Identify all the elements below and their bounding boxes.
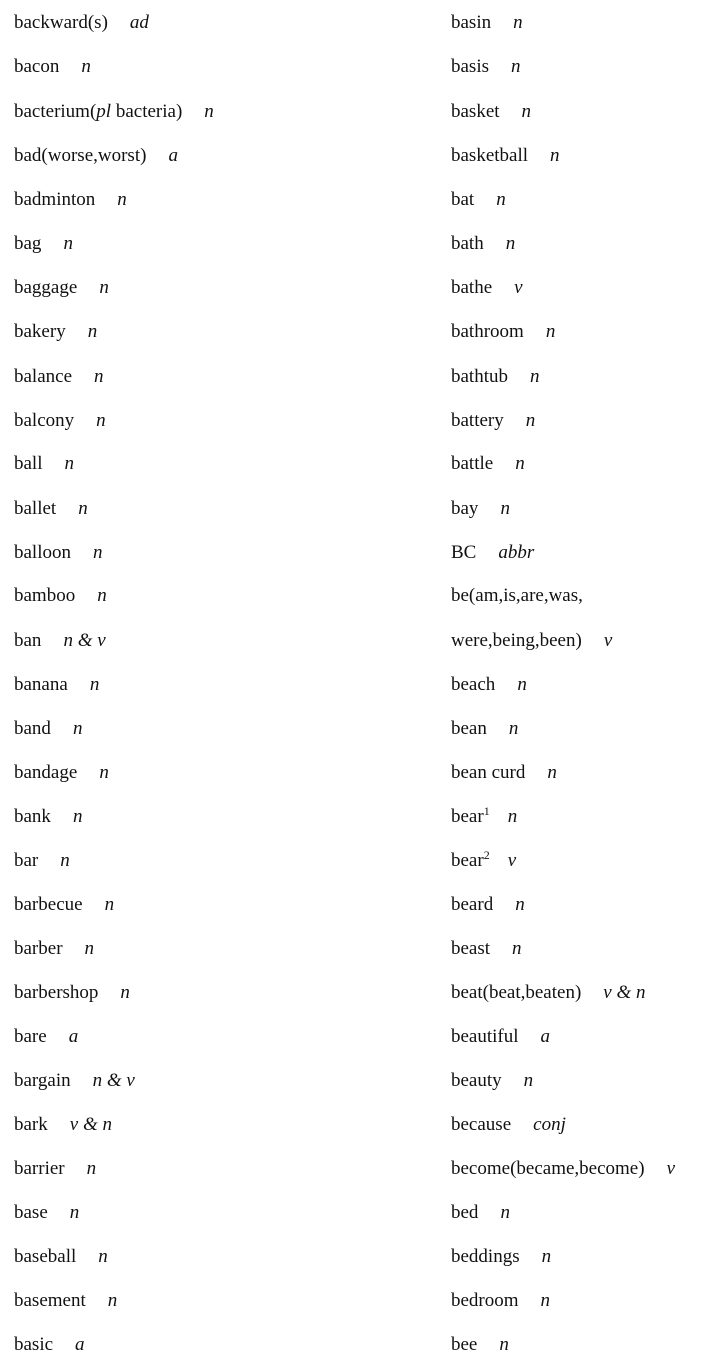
part-of-speech: n bbox=[525, 410, 536, 431]
headword: bandage bbox=[14, 762, 78, 783]
part-of-speech: n bbox=[204, 101, 214, 122]
headword: bag bbox=[14, 233, 42, 254]
part-of-speech: n bbox=[84, 938, 95, 959]
list-item bbox=[451, 1022, 550, 1052]
list-item bbox=[14, 494, 88, 524]
part-of-speech: n bbox=[521, 101, 532, 122]
list-item bbox=[14, 890, 114, 920]
part-of-speech: n bbox=[508, 718, 519, 739]
part-of-speech: v bbox=[666, 1158, 676, 1179]
list-item bbox=[451, 978, 646, 1008]
headword: bath bbox=[451, 233, 484, 254]
homograph-number: 2 bbox=[483, 848, 490, 862]
headword: bank bbox=[14, 806, 51, 827]
part-of-speech: conj bbox=[533, 1114, 566, 1135]
list-item bbox=[451, 494, 510, 524]
part-of-speech: v & n bbox=[603, 982, 646, 1003]
headword: become(became,become) bbox=[451, 1158, 645, 1179]
part-of-speech: n bbox=[120, 982, 130, 1003]
headword: beddings bbox=[451, 1246, 520, 1267]
list-item bbox=[451, 626, 612, 656]
list-item bbox=[14, 449, 74, 479]
headword: bay bbox=[451, 498, 479, 519]
list-item bbox=[14, 8, 149, 38]
headword: beach bbox=[451, 674, 496, 695]
headword: bed bbox=[451, 1202, 479, 1223]
list-item bbox=[14, 1110, 112, 1140]
part-of-speech: n bbox=[117, 189, 127, 210]
part-of-speech: n bbox=[547, 762, 557, 783]
part-of-speech: v bbox=[514, 277, 523, 298]
list-item bbox=[14, 978, 130, 1008]
headword: bee bbox=[451, 1334, 478, 1355]
part-of-speech: n bbox=[512, 938, 522, 959]
part-of-speech: n bbox=[98, 1246, 108, 1267]
part-of-speech: n bbox=[540, 1290, 551, 1311]
list-item bbox=[14, 1330, 85, 1360]
list-item bbox=[451, 229, 515, 259]
part-of-speech: n bbox=[500, 1202, 510, 1223]
headword: basic bbox=[14, 1334, 54, 1355]
list-item bbox=[451, 890, 525, 920]
headword: bakery bbox=[14, 321, 66, 342]
headword: battery bbox=[451, 410, 504, 431]
list-item bbox=[14, 317, 97, 347]
list-item bbox=[451, 185, 506, 215]
list-item bbox=[451, 1242, 551, 1272]
part-of-speech: n bbox=[60, 850, 70, 871]
headword-text: bacterium( bbox=[14, 101, 97, 122]
list-item bbox=[451, 846, 516, 876]
headword: bark bbox=[14, 1114, 48, 1135]
list-item bbox=[451, 538, 534, 568]
headword: beautiful bbox=[451, 1026, 519, 1047]
part-of-speech: n bbox=[99, 762, 109, 783]
part-of-speech: n bbox=[72, 806, 83, 827]
part-of-speech: n bbox=[96, 410, 106, 431]
headword: ban bbox=[14, 630, 42, 651]
list-item bbox=[14, 141, 178, 171]
part-of-speech: v & n bbox=[69, 1114, 112, 1135]
part-of-speech: n bbox=[69, 1202, 80, 1223]
headword-plural-marker: pl bbox=[96, 101, 112, 122]
headword: balance bbox=[14, 366, 73, 387]
part-of-speech: n bbox=[64, 453, 74, 474]
part-of-speech: n bbox=[517, 674, 527, 695]
headword: banana bbox=[14, 674, 68, 695]
headword: ball bbox=[14, 453, 43, 474]
part-of-speech: n bbox=[94, 366, 104, 387]
headword: baggage bbox=[14, 277, 78, 298]
list-item bbox=[14, 758, 109, 788]
headword: band bbox=[14, 718, 51, 739]
headword: bad(worse,worst) bbox=[14, 145, 147, 166]
headword: beauty bbox=[451, 1070, 502, 1091]
headword: basis bbox=[451, 56, 489, 77]
part-of-speech: n & v bbox=[92, 1070, 135, 1091]
part-of-speech: n bbox=[541, 1246, 552, 1267]
list-item bbox=[451, 449, 525, 479]
headword: bare bbox=[14, 1026, 47, 1047]
headword: bedroom bbox=[451, 1290, 519, 1311]
headword: balcony bbox=[14, 410, 75, 431]
headword: bamboo bbox=[14, 585, 76, 606]
list-item bbox=[451, 8, 523, 38]
headword: be(am,is,are,was, bbox=[451, 585, 583, 606]
list-item bbox=[451, 802, 517, 832]
part-of-speech: n bbox=[107, 1290, 118, 1311]
headword: basketball bbox=[451, 145, 529, 166]
list-item bbox=[451, 1330, 509, 1360]
list-item bbox=[451, 141, 560, 171]
part-of-speech: n bbox=[78, 498, 88, 519]
list-item bbox=[451, 1110, 566, 1140]
list-item bbox=[14, 362, 104, 392]
part-of-speech: n bbox=[496, 189, 506, 210]
list-item bbox=[14, 1286, 117, 1316]
part-of-speech: a bbox=[168, 145, 178, 166]
list-item bbox=[451, 406, 535, 436]
list-item bbox=[14, 538, 103, 568]
list-item bbox=[14, 1198, 79, 1228]
part-of-speech: n bbox=[99, 277, 109, 298]
headword: beard bbox=[451, 894, 494, 915]
list-item bbox=[14, 97, 214, 127]
part-of-speech: n bbox=[511, 56, 521, 77]
list-item bbox=[451, 317, 555, 347]
part-of-speech: v bbox=[507, 850, 517, 871]
part-of-speech: n bbox=[89, 674, 100, 695]
list-item bbox=[14, 581, 107, 611]
headword: BC bbox=[451, 542, 477, 563]
part-of-speech: abbr bbox=[498, 542, 535, 563]
headword: barbershop bbox=[14, 982, 99, 1003]
part-of-speech: n bbox=[93, 542, 103, 563]
part-of-speech: n bbox=[97, 585, 107, 606]
headword: bear bbox=[451, 850, 484, 871]
part-of-speech: n bbox=[513, 12, 523, 33]
list-item bbox=[14, 1022, 78, 1052]
list-item bbox=[14, 1154, 96, 1184]
headword: bear bbox=[451, 806, 484, 827]
list-item bbox=[451, 934, 522, 964]
part-of-speech: n bbox=[500, 498, 510, 519]
headword: base bbox=[14, 1202, 48, 1223]
list-item bbox=[14, 52, 91, 82]
headword: badminton bbox=[14, 189, 96, 210]
headword: baseball bbox=[14, 1246, 77, 1267]
list-item bbox=[451, 273, 523, 303]
part-of-speech: n bbox=[87, 321, 98, 342]
headword: ballet bbox=[14, 498, 57, 519]
part-of-speech: n bbox=[499, 1334, 509, 1355]
headword: because bbox=[451, 1114, 512, 1135]
list-item bbox=[451, 714, 518, 744]
part-of-speech: n bbox=[505, 233, 516, 254]
part-of-speech: n bbox=[530, 366, 540, 387]
part-of-speech: n bbox=[523, 1070, 534, 1091]
headword: basket bbox=[451, 101, 500, 122]
headword: barber bbox=[14, 938, 63, 959]
headword: bathtub bbox=[451, 366, 508, 387]
headword: balloon bbox=[14, 542, 71, 563]
part-of-speech: n bbox=[86, 1158, 97, 1179]
list-item bbox=[451, 581, 583, 611]
headword: barrier bbox=[14, 1158, 65, 1179]
part-of-speech: n bbox=[515, 894, 525, 915]
headword: were,being,been) bbox=[451, 630, 582, 651]
part-of-speech: n bbox=[515, 453, 525, 474]
part-of-speech: n bbox=[550, 145, 560, 166]
headword: bathe bbox=[451, 277, 493, 298]
part-of-speech: n bbox=[104, 894, 115, 915]
list-item bbox=[14, 1066, 135, 1096]
part-of-speech: n & v bbox=[63, 630, 106, 651]
headword: bathroom bbox=[451, 321, 524, 342]
part-of-speech: n bbox=[63, 233, 73, 254]
part-of-speech: v bbox=[603, 630, 613, 651]
part-of-speech: n bbox=[72, 718, 83, 739]
part-of-speech: n bbox=[507, 806, 518, 827]
part-of-speech: a bbox=[68, 1026, 79, 1047]
list-item bbox=[14, 846, 70, 876]
part-of-speech: a bbox=[75, 1334, 85, 1355]
list-item bbox=[451, 758, 557, 788]
list-item bbox=[14, 1242, 108, 1272]
homograph-number: 1 bbox=[483, 804, 490, 818]
headword: battle bbox=[451, 453, 494, 474]
headword: beat(beat,beaten) bbox=[451, 982, 582, 1003]
list-item bbox=[451, 97, 531, 127]
headword: bat bbox=[451, 189, 475, 210]
headword bbox=[14, 101, 182, 122]
headword: basin bbox=[451, 12, 492, 33]
list-item bbox=[451, 52, 521, 82]
part-of-speech: a bbox=[540, 1026, 551, 1047]
list-item bbox=[14, 934, 94, 964]
list-item bbox=[451, 1198, 510, 1228]
list-item bbox=[14, 185, 127, 215]
list-item bbox=[451, 1066, 533, 1096]
headword: bacon bbox=[14, 56, 60, 77]
part-of-speech: n bbox=[81, 56, 91, 77]
list-item bbox=[14, 273, 109, 303]
headword-text: bacteria) bbox=[111, 101, 183, 122]
headword: bargain bbox=[14, 1070, 71, 1091]
list-item bbox=[451, 362, 540, 392]
headword: bean curd bbox=[451, 762, 526, 783]
list-item bbox=[14, 802, 82, 832]
headword: backward(s) bbox=[14, 12, 108, 33]
list-item bbox=[14, 670, 99, 700]
list-item bbox=[14, 714, 82, 744]
part-of-speech: ad bbox=[129, 12, 149, 33]
headword: bar bbox=[14, 850, 39, 871]
headword: basement bbox=[14, 1290, 86, 1311]
list-item bbox=[14, 229, 73, 259]
headword: barbecue bbox=[14, 894, 83, 915]
part-of-speech: n bbox=[545, 321, 556, 342]
headword: bean bbox=[451, 718, 487, 739]
list-item bbox=[14, 626, 106, 656]
list-item bbox=[14, 406, 106, 436]
headword: beast bbox=[451, 938, 491, 959]
list-item bbox=[451, 1154, 675, 1184]
list-item bbox=[451, 670, 527, 700]
list-item bbox=[451, 1286, 550, 1316]
